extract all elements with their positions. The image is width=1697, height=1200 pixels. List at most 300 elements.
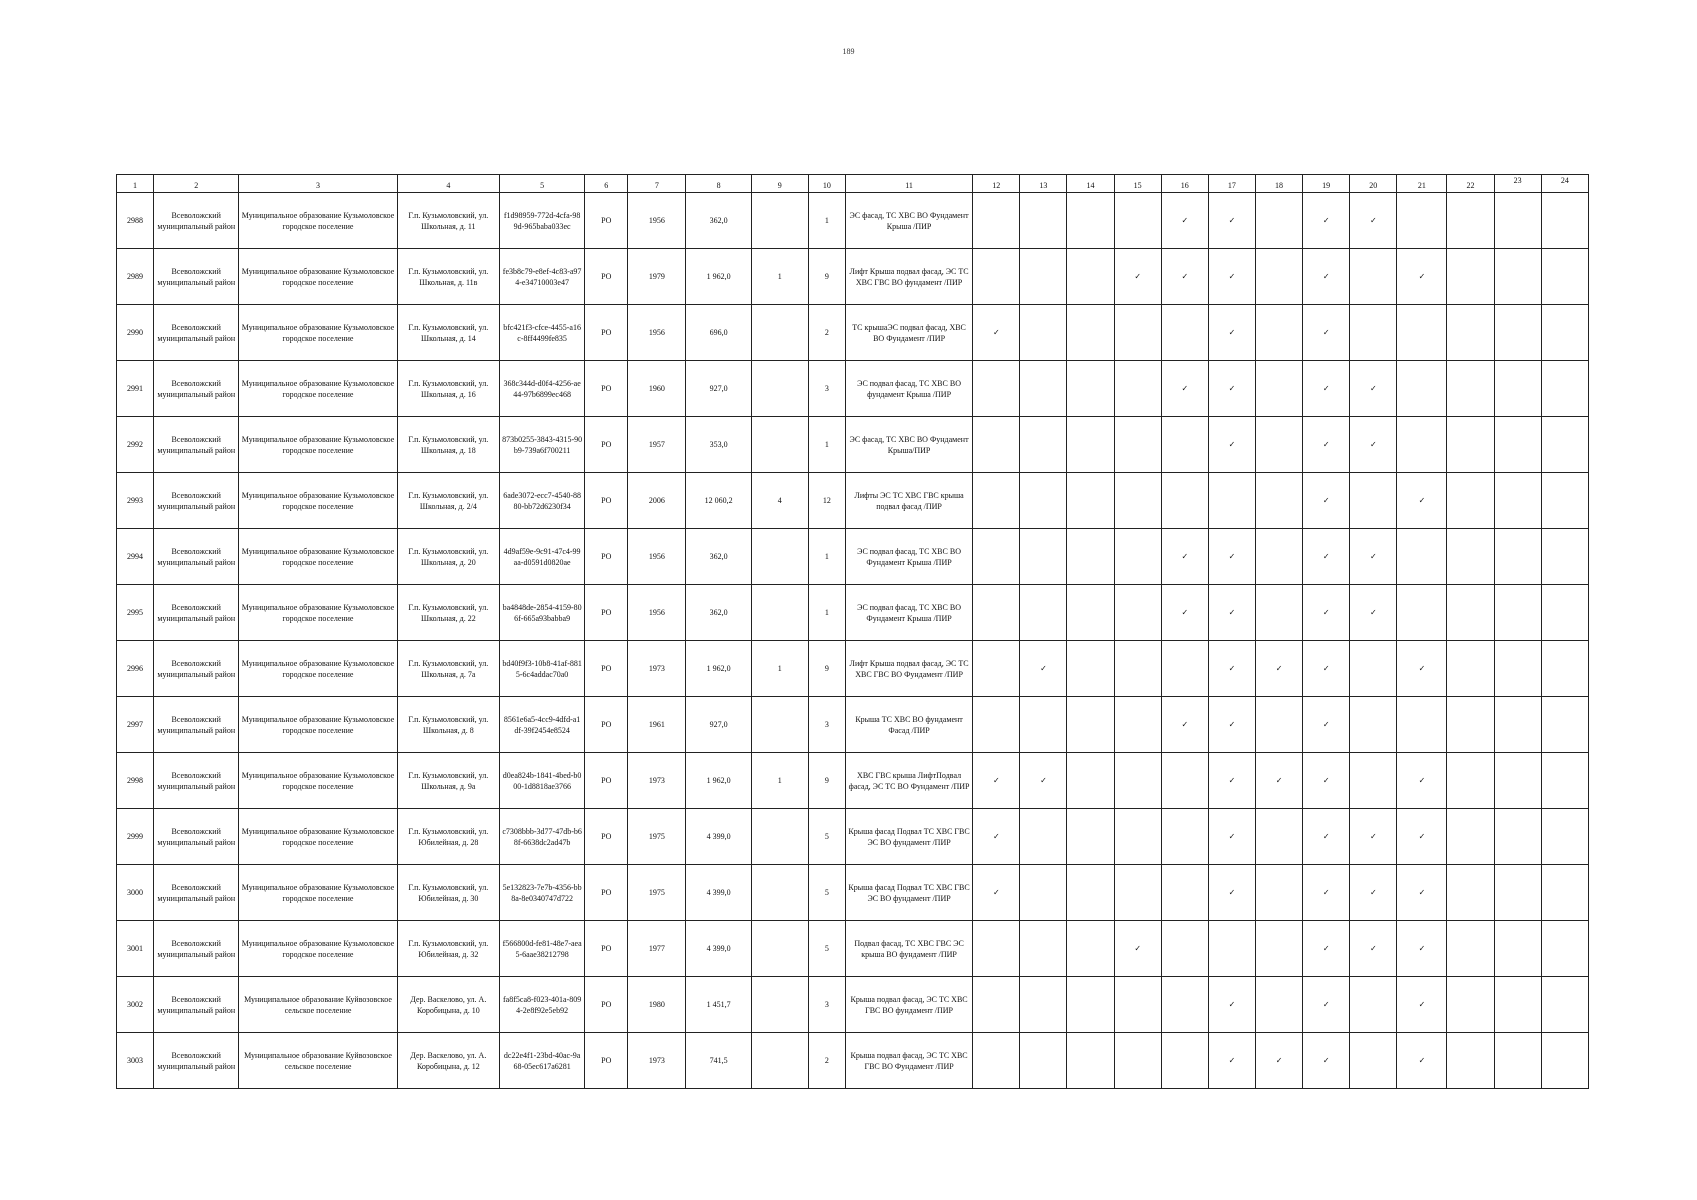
municipality-cell: Муниципальное образование Кузьмоловское городское поселение bbox=[239, 305, 397, 361]
col10-cell: 1 bbox=[808, 529, 845, 585]
empty-work-cell bbox=[1020, 977, 1067, 1033]
table-row bbox=[117, 585, 1589, 641]
address-cell: Г.п. Кузьмоловский, ул. Школьная, д. 2/4 bbox=[397, 473, 499, 529]
empty-work-cell bbox=[1447, 921, 1494, 977]
area-cell: 1 962,0 bbox=[686, 641, 751, 697]
check-mark-icon: ✓ bbox=[1303, 809, 1350, 865]
empty-work-cell bbox=[1114, 585, 1161, 641]
type-cell: РО bbox=[585, 361, 628, 417]
guid-cell: 6ade3072-ecc7-4540-8880-bb72d6230f34 bbox=[500, 473, 585, 529]
column-number-3: 3 bbox=[239, 175, 397, 193]
address-cell: Г.п. Кузьмоловский, ул. Школьная, д. 9а bbox=[397, 753, 499, 809]
empty-work-cell bbox=[1067, 865, 1114, 921]
district-cell: Всеволожский муниципальный район bbox=[154, 305, 239, 361]
column-number-13: 13 bbox=[1020, 175, 1067, 193]
check-mark-icon: ✓ bbox=[1397, 753, 1447, 809]
district-cell: Всеволожский муниципальный район bbox=[154, 361, 239, 417]
col10-cell: 1 bbox=[808, 585, 845, 641]
check-mark-icon: ✓ bbox=[1350, 585, 1397, 641]
check-mark-icon: ✓ bbox=[1020, 753, 1067, 809]
empty-work-cell bbox=[1447, 1033, 1494, 1089]
row-number-cell: 3001 bbox=[117, 921, 154, 977]
address-cell: Г.п. Кузьмоловский, ул. Школьная, д. 20 bbox=[397, 529, 499, 585]
check-mark-icon: ✓ bbox=[1303, 417, 1350, 473]
empty-work-cell bbox=[1255, 921, 1302, 977]
district-cell: Всеволожский муниципальный район bbox=[154, 1033, 239, 1089]
check-mark-icon: ✓ bbox=[1303, 249, 1350, 305]
check-mark-icon: ✓ bbox=[1114, 921, 1161, 977]
year-cell: 1956 bbox=[628, 585, 686, 641]
table-body bbox=[117, 193, 1589, 1089]
municipality-cell: Муниципальное образование Кузьмоловское городское поселение bbox=[239, 585, 397, 641]
check-mark-icon: ✓ bbox=[1208, 585, 1255, 641]
check-mark-icon: ✓ bbox=[1397, 865, 1447, 921]
area-cell: 4 399,0 bbox=[686, 809, 751, 865]
check-mark-icon: ✓ bbox=[1020, 641, 1067, 697]
check-mark-icon: ✓ bbox=[1208, 529, 1255, 585]
col10-cell: 3 bbox=[808, 977, 845, 1033]
empty-work-cell bbox=[1067, 417, 1114, 473]
check-mark-icon: ✓ bbox=[1350, 193, 1397, 249]
check-mark-icon: ✓ bbox=[1350, 921, 1397, 977]
empty-work-cell bbox=[1161, 865, 1208, 921]
empty-work-cell bbox=[1114, 697, 1161, 753]
empty-work-cell bbox=[1114, 417, 1161, 473]
column-number-11: 11 bbox=[845, 175, 972, 193]
empty-work-cell bbox=[973, 249, 1020, 305]
check-mark-icon: ✓ bbox=[1397, 921, 1447, 977]
empty-work-cell bbox=[1447, 193, 1494, 249]
municipality-cell: Муниципальное образование Кузьмоловское городское поселение bbox=[239, 641, 397, 697]
guid-cell: f566800d-fe81-48e7-aea5-6aae38212798 bbox=[500, 921, 585, 977]
year-cell: 1975 bbox=[628, 809, 686, 865]
col10-cell: 5 bbox=[808, 921, 845, 977]
row-number-cell: 2999 bbox=[117, 809, 154, 865]
column-number-1: 1 bbox=[117, 175, 154, 193]
col10-cell: 3 bbox=[808, 361, 845, 417]
check-mark-icon: ✓ bbox=[1208, 1033, 1255, 1089]
check-mark-icon: ✓ bbox=[973, 809, 1020, 865]
empty-work-cell bbox=[1447, 641, 1494, 697]
district-cell: Всеволожский муниципальный район bbox=[154, 417, 239, 473]
empty-work-cell bbox=[1447, 529, 1494, 585]
empty-work-cell bbox=[1067, 1033, 1114, 1089]
check-mark-icon: ✓ bbox=[1161, 697, 1208, 753]
check-mark-icon: ✓ bbox=[1303, 473, 1350, 529]
empty-work-cell bbox=[1067, 529, 1114, 585]
check-mark-icon: ✓ bbox=[1350, 529, 1397, 585]
empty-work-cell bbox=[1350, 473, 1397, 529]
check-mark-icon: ✓ bbox=[1303, 977, 1350, 1033]
empty-work-cell bbox=[1541, 1033, 1588, 1089]
empty-work-cell bbox=[1541, 641, 1588, 697]
guid-cell: 5e132823-7e7b-4356-bb8a-8e0340747d722 bbox=[500, 865, 585, 921]
check-mark-icon: ✓ bbox=[973, 305, 1020, 361]
area-cell: 353,0 bbox=[686, 417, 751, 473]
guid-cell: 368c344d-d0f4-4256-ae44-97b6899ec468 bbox=[500, 361, 585, 417]
table-row bbox=[117, 249, 1589, 305]
empty-work-cell bbox=[1397, 417, 1447, 473]
municipality-cell: Муниципальное образование Кузьмоловское городское поселение bbox=[239, 249, 397, 305]
col10-cell: 1 bbox=[808, 417, 845, 473]
works-cell: ЭС подвал фасад, ТС ХВС ВО фундамент Крыша /ПИР bbox=[845, 361, 972, 417]
year-cell: 1979 bbox=[628, 249, 686, 305]
works-cell: Лифт Крыша подвал фасад, ЭС ТС ХВС ГВС ВО фундамент /ПИР bbox=[845, 249, 972, 305]
municipality-cell: Муниципальное образование Кузьмоловское городское поселение bbox=[239, 921, 397, 977]
col9-cell bbox=[751, 977, 808, 1033]
area-cell: 741,5 bbox=[686, 1033, 751, 1089]
empty-work-cell bbox=[1541, 585, 1588, 641]
works-cell: Подвал фасад, ТС ХВС ГВС ЭС крыша ВО фундамент /ПИР bbox=[845, 921, 972, 977]
col10-cell: 9 bbox=[808, 641, 845, 697]
col9-cell bbox=[751, 809, 808, 865]
empty-work-cell bbox=[1255, 305, 1302, 361]
empty-work-cell bbox=[1447, 809, 1494, 865]
district-cell: Всеволожский муниципальный район bbox=[154, 529, 239, 585]
type-cell: РО bbox=[585, 193, 628, 249]
works-cell: ЭС подвал фасад, ТС ХВС ВО Фундамент Крыша /ПИР bbox=[845, 529, 972, 585]
empty-work-cell bbox=[1208, 921, 1255, 977]
table-row bbox=[117, 809, 1589, 865]
empty-work-cell bbox=[1541, 697, 1588, 753]
check-mark-icon: ✓ bbox=[1208, 249, 1255, 305]
table-row bbox=[117, 977, 1589, 1033]
empty-work-cell bbox=[1350, 753, 1397, 809]
area-cell: 4 399,0 bbox=[686, 865, 751, 921]
municipality-cell: Муниципальное образование Кузьмоловское городское поселение bbox=[239, 417, 397, 473]
empty-work-cell bbox=[1161, 921, 1208, 977]
col9-cell bbox=[751, 1033, 808, 1089]
empty-work-cell bbox=[1255, 361, 1302, 417]
row-number-cell: 2989 bbox=[117, 249, 154, 305]
check-mark-icon: ✓ bbox=[1255, 1033, 1302, 1089]
empty-work-cell bbox=[1067, 809, 1114, 865]
check-mark-icon: ✓ bbox=[1397, 977, 1447, 1033]
empty-work-cell bbox=[1020, 697, 1067, 753]
empty-work-cell bbox=[1350, 305, 1397, 361]
year-cell: 1973 bbox=[628, 641, 686, 697]
table-row bbox=[117, 361, 1589, 417]
col10-cell: 1 bbox=[808, 193, 845, 249]
check-mark-icon: ✓ bbox=[1350, 865, 1397, 921]
type-cell: РО bbox=[585, 417, 628, 473]
empty-work-cell bbox=[1067, 585, 1114, 641]
col10-cell: 2 bbox=[808, 305, 845, 361]
column-number-16: 16 bbox=[1161, 175, 1208, 193]
empty-work-cell bbox=[1494, 921, 1541, 977]
row-number-cell: 2988 bbox=[117, 193, 154, 249]
area-cell: 4 399,0 bbox=[686, 921, 751, 977]
works-cell: Крыша ТС ХВС ВО фундамент Фасад /ПИР bbox=[845, 697, 972, 753]
area-cell: 12 060,2 bbox=[686, 473, 751, 529]
year-cell: 1975 bbox=[628, 865, 686, 921]
empty-work-cell bbox=[1397, 361, 1447, 417]
column-number-5: 5 bbox=[500, 175, 585, 193]
empty-work-cell bbox=[1114, 641, 1161, 697]
empty-work-cell bbox=[1350, 977, 1397, 1033]
row-number-cell: 2998 bbox=[117, 753, 154, 809]
check-mark-icon: ✓ bbox=[1208, 753, 1255, 809]
empty-work-cell bbox=[1350, 1033, 1397, 1089]
column-number-14: 14 bbox=[1067, 175, 1114, 193]
empty-work-cell bbox=[1114, 361, 1161, 417]
empty-work-cell bbox=[1447, 361, 1494, 417]
empty-work-cell bbox=[1020, 193, 1067, 249]
column-number-24: 24 bbox=[1541, 175, 1588, 193]
year-cell: 2006 bbox=[628, 473, 686, 529]
empty-work-cell bbox=[973, 529, 1020, 585]
empty-work-cell bbox=[1494, 305, 1541, 361]
empty-work-cell bbox=[1541, 865, 1588, 921]
municipality-cell: Муниципальное образование Куйвозовское сельское поселение bbox=[239, 977, 397, 1033]
check-mark-icon: ✓ bbox=[1397, 1033, 1447, 1089]
address-cell: Дер. Васкелово, ул. А. Коробицына, д. 10 bbox=[397, 977, 499, 1033]
works-cell: ЭС фасад, ТС ХВС ВО Фундамент Крыша /ПИР bbox=[845, 193, 972, 249]
address-cell: Г.п. Кузьмоловский, ул. Юбилейная, д. 32 bbox=[397, 921, 499, 977]
empty-work-cell bbox=[1020, 585, 1067, 641]
column-number-4: 4 bbox=[397, 175, 499, 193]
empty-work-cell bbox=[1447, 585, 1494, 641]
row-number-cell: 3003 bbox=[117, 1033, 154, 1089]
works-cell: ХВС ГВС крыша ЛифтПодвал фасад, ЭС ТС ВО Фундамент /ПИР bbox=[845, 753, 972, 809]
guid-cell: fa8f5ca8-f023-401a-8094-2e8f92e5eb92 bbox=[500, 977, 585, 1033]
empty-work-cell bbox=[1541, 473, 1588, 529]
guid-cell: 8561e6a5-4cc9-4dfd-a1df-39f2454e8524 bbox=[500, 697, 585, 753]
empty-work-cell bbox=[1255, 697, 1302, 753]
municipality-cell: Муниципальное образование Кузьмоловское городское поселение bbox=[239, 697, 397, 753]
empty-work-cell bbox=[1494, 1033, 1541, 1089]
empty-work-cell bbox=[1020, 809, 1067, 865]
col9-cell bbox=[751, 921, 808, 977]
empty-work-cell bbox=[973, 1033, 1020, 1089]
empty-work-cell bbox=[1020, 361, 1067, 417]
empty-work-cell bbox=[973, 641, 1020, 697]
type-cell: РО bbox=[585, 585, 628, 641]
guid-cell: c7308bbb-3d77-47db-b68f-6638dc2ad47b bbox=[500, 809, 585, 865]
guid-cell: 873b0255-3843-4315-90b9-739a6f700211 bbox=[500, 417, 585, 473]
empty-work-cell bbox=[973, 697, 1020, 753]
check-mark-icon: ✓ bbox=[1161, 585, 1208, 641]
column-number-21: 21 bbox=[1397, 175, 1447, 193]
type-cell: РО bbox=[585, 473, 628, 529]
empty-work-cell bbox=[1161, 809, 1208, 865]
check-mark-icon: ✓ bbox=[973, 753, 1020, 809]
row-number-cell: 2997 bbox=[117, 697, 154, 753]
empty-work-cell bbox=[1067, 305, 1114, 361]
column-number-10: 10 bbox=[808, 175, 845, 193]
col9-cell bbox=[751, 193, 808, 249]
empty-work-cell bbox=[1067, 473, 1114, 529]
empty-work-cell bbox=[1161, 977, 1208, 1033]
guid-cell: 4d9af59e-9c91-47c4-99aa-d0591d0820ae bbox=[500, 529, 585, 585]
works-cell: ЭС подвал фасад, ТС ХВС ВО Фундамент Крыша /ПИР bbox=[845, 585, 972, 641]
col10-cell: 12 bbox=[808, 473, 845, 529]
col10-cell: 3 bbox=[808, 697, 845, 753]
empty-work-cell bbox=[1255, 249, 1302, 305]
empty-work-cell bbox=[1541, 753, 1588, 809]
district-cell: Всеволожский муниципальный район bbox=[154, 249, 239, 305]
type-cell: РО bbox=[585, 641, 628, 697]
empty-work-cell bbox=[1447, 305, 1494, 361]
guid-cell: d0ea824b-1841-4bed-b000-1d8818ae3766 bbox=[500, 753, 585, 809]
area-cell: 696,0 bbox=[686, 305, 751, 361]
empty-work-cell bbox=[1350, 249, 1397, 305]
empty-work-cell bbox=[1541, 193, 1588, 249]
empty-work-cell bbox=[1161, 473, 1208, 529]
guid-cell: bd40f9f3-10b8-41af-8815-6c4addac70a0 bbox=[500, 641, 585, 697]
row-number-cell: 2996 bbox=[117, 641, 154, 697]
check-mark-icon: ✓ bbox=[1303, 1033, 1350, 1089]
empty-work-cell bbox=[1494, 361, 1541, 417]
column-number-15: 15 bbox=[1114, 175, 1161, 193]
check-mark-icon: ✓ bbox=[1255, 641, 1302, 697]
empty-work-cell bbox=[1020, 529, 1067, 585]
empty-work-cell bbox=[1020, 1033, 1067, 1089]
col9-cell bbox=[751, 305, 808, 361]
address-cell: Г.п. Кузьмоловский, ул. Юбилейная, д. 30 bbox=[397, 865, 499, 921]
municipality-cell: Муниципальное образование Кузьмоловское городское поселение bbox=[239, 529, 397, 585]
address-cell: Г.п. Кузьмоловский, ул. Школьная, д. 14 bbox=[397, 305, 499, 361]
empty-work-cell bbox=[1255, 529, 1302, 585]
check-mark-icon: ✓ bbox=[1161, 193, 1208, 249]
empty-work-cell bbox=[973, 977, 1020, 1033]
empty-work-cell bbox=[1494, 753, 1541, 809]
municipality-cell: Муниципальное образование Кузьмоловское городское поселение bbox=[239, 361, 397, 417]
empty-work-cell bbox=[973, 417, 1020, 473]
col9-cell bbox=[751, 361, 808, 417]
check-mark-icon: ✓ bbox=[1208, 977, 1255, 1033]
table-row bbox=[117, 921, 1589, 977]
column-number-7: 7 bbox=[628, 175, 686, 193]
column-number-row bbox=[117, 175, 1589, 193]
type-cell: РО bbox=[585, 1033, 628, 1089]
table-row bbox=[117, 1033, 1589, 1089]
address-cell: Дер. Васкелово, ул. А. Коробицына, д. 12 bbox=[397, 1033, 499, 1089]
col10-cell: 2 bbox=[808, 1033, 845, 1089]
check-mark-icon: ✓ bbox=[1350, 417, 1397, 473]
column-number-17: 17 bbox=[1208, 175, 1255, 193]
type-cell: РО bbox=[585, 809, 628, 865]
check-mark-icon: ✓ bbox=[1208, 361, 1255, 417]
district-cell: Всеволожский муниципальный район bbox=[154, 473, 239, 529]
empty-work-cell bbox=[1494, 529, 1541, 585]
area-cell: 1 451,7 bbox=[686, 977, 751, 1033]
works-cell: ТС крышаЭС подвал фасад, ХВС ВО Фундамент /ПИР bbox=[845, 305, 972, 361]
col9-cell bbox=[751, 585, 808, 641]
check-mark-icon: ✓ bbox=[1397, 809, 1447, 865]
municipality-cell: Муниципальное образование Кузьмоловское городское поселение bbox=[239, 753, 397, 809]
empty-work-cell bbox=[1494, 641, 1541, 697]
empty-work-cell bbox=[973, 585, 1020, 641]
type-cell: РО bbox=[585, 865, 628, 921]
empty-work-cell bbox=[1020, 249, 1067, 305]
table-row bbox=[117, 417, 1589, 473]
year-cell: 1956 bbox=[628, 305, 686, 361]
empty-work-cell bbox=[1494, 809, 1541, 865]
column-number-23: 23 bbox=[1494, 175, 1541, 193]
check-mark-icon: ✓ bbox=[1303, 697, 1350, 753]
guid-cell: f1d98959-772d-4cfa-989d-965baba033ec bbox=[500, 193, 585, 249]
row-number-cell: 2995 bbox=[117, 585, 154, 641]
empty-work-cell bbox=[1114, 977, 1161, 1033]
empty-work-cell bbox=[1161, 641, 1208, 697]
table-row bbox=[117, 193, 1589, 249]
check-mark-icon: ✓ bbox=[1303, 641, 1350, 697]
address-cell: Г.п. Кузьмоловский, ул. Школьная, д. 11 bbox=[397, 193, 499, 249]
works-cell: ЭС фасад, ТС ХВС ВО Фундамент Крыша/ПИР bbox=[845, 417, 972, 473]
check-mark-icon: ✓ bbox=[1303, 305, 1350, 361]
page-number: 189 bbox=[842, 47, 855, 56]
row-number-cell: 2993 bbox=[117, 473, 154, 529]
empty-work-cell bbox=[1494, 417, 1541, 473]
empty-work-cell bbox=[1114, 1033, 1161, 1089]
check-mark-icon: ✓ bbox=[1208, 809, 1255, 865]
municipality-cell: Муниципальное образование Кузьмоловское городское поселение bbox=[239, 809, 397, 865]
empty-work-cell bbox=[1020, 305, 1067, 361]
year-cell: 1957 bbox=[628, 417, 686, 473]
empty-work-cell bbox=[1350, 641, 1397, 697]
area-cell: 927,0 bbox=[686, 361, 751, 417]
empty-work-cell bbox=[973, 361, 1020, 417]
district-cell: Всеволожский муниципальный район bbox=[154, 641, 239, 697]
check-mark-icon: ✓ bbox=[1397, 641, 1447, 697]
check-mark-icon: ✓ bbox=[1255, 753, 1302, 809]
works-cell: Крыша подвал фасад, ЭС ТС ХВС ГВС ВО фундамент /ПИР bbox=[845, 977, 972, 1033]
year-cell: 1977 bbox=[628, 921, 686, 977]
check-mark-icon: ✓ bbox=[1208, 305, 1255, 361]
column-number-8: 8 bbox=[686, 175, 751, 193]
col9-cell: 1 bbox=[751, 753, 808, 809]
municipality-cell: Муниципальное образование Кузьмоловское городское поселение bbox=[239, 865, 397, 921]
column-number-2: 2 bbox=[154, 175, 239, 193]
address-cell: Г.п. Кузьмоловский, ул. Школьная, д. 22 bbox=[397, 585, 499, 641]
empty-work-cell bbox=[1067, 249, 1114, 305]
empty-work-cell bbox=[1541, 249, 1588, 305]
check-mark-icon: ✓ bbox=[1303, 921, 1350, 977]
empty-work-cell bbox=[1255, 473, 1302, 529]
empty-work-cell bbox=[1255, 585, 1302, 641]
area-cell: 362,0 bbox=[686, 585, 751, 641]
guid-cell: ba4848de-2854-4159-806f-665a93babba9 bbox=[500, 585, 585, 641]
empty-work-cell bbox=[1494, 585, 1541, 641]
row-number-cell: 2990 bbox=[117, 305, 154, 361]
col9-cell: 4 bbox=[751, 473, 808, 529]
table-row bbox=[117, 697, 1589, 753]
col10-cell: 9 bbox=[808, 249, 845, 305]
empty-work-cell bbox=[1541, 809, 1588, 865]
check-mark-icon: ✓ bbox=[1350, 361, 1397, 417]
district-cell: Всеволожский муниципальный район bbox=[154, 697, 239, 753]
empty-work-cell bbox=[1447, 865, 1494, 921]
check-mark-icon: ✓ bbox=[1114, 249, 1161, 305]
guid-cell: dc22e4f1-23bd-40ac-9a68-05ec617a6281 bbox=[500, 1033, 585, 1089]
area-cell: 1 962,0 bbox=[686, 753, 751, 809]
column-number-22: 22 bbox=[1447, 175, 1494, 193]
empty-work-cell bbox=[1255, 977, 1302, 1033]
empty-work-cell bbox=[1067, 977, 1114, 1033]
year-cell: 1956 bbox=[628, 193, 686, 249]
district-cell: Всеволожский муниципальный район bbox=[154, 753, 239, 809]
empty-work-cell bbox=[1447, 977, 1494, 1033]
empty-work-cell bbox=[1255, 809, 1302, 865]
check-mark-icon: ✓ bbox=[1208, 417, 1255, 473]
empty-work-cell bbox=[1397, 585, 1447, 641]
municipality-cell: Муниципальное образование Куйвозовское сельское поселение bbox=[239, 1033, 397, 1089]
row-number-cell: 2994 bbox=[117, 529, 154, 585]
municipality-cell: Муниципальное образование Кузьмоловское городское поселение bbox=[239, 473, 397, 529]
table-row bbox=[117, 529, 1589, 585]
check-mark-icon: ✓ bbox=[1303, 865, 1350, 921]
